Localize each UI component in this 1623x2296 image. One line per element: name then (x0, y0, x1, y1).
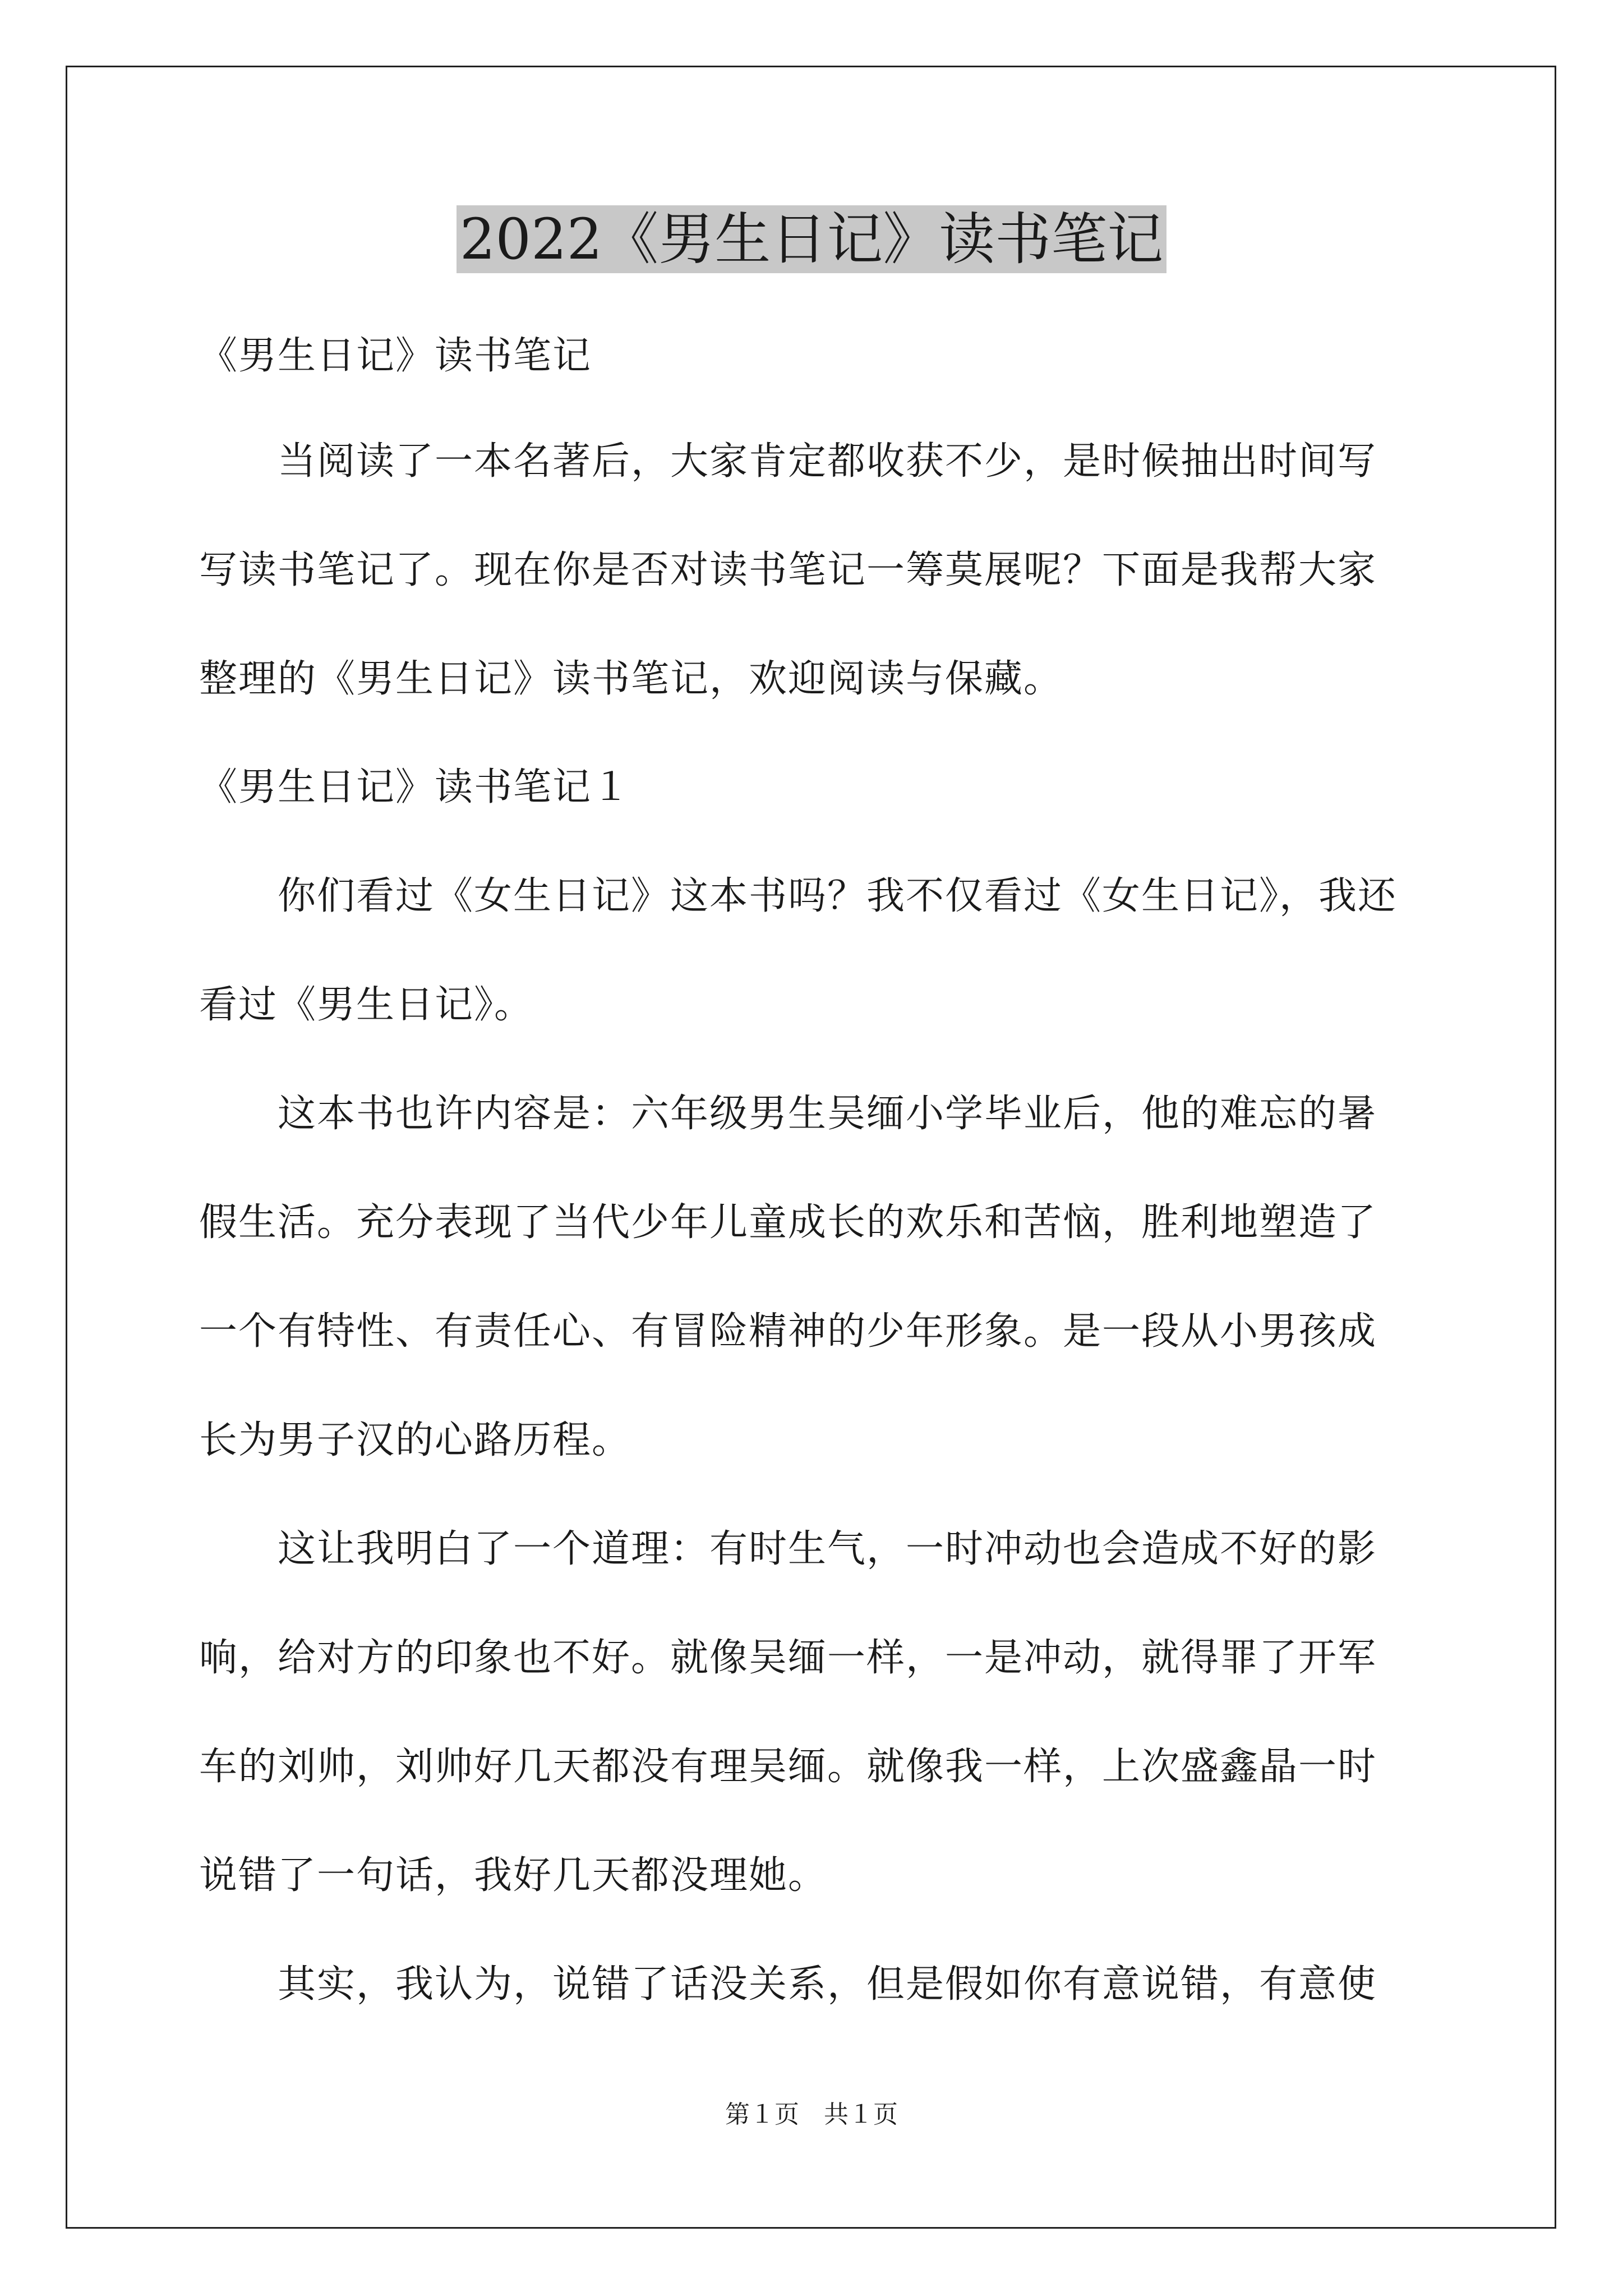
paragraph-line: 其实，我认为，说错了话没关系，但是假如你有意说错，有意使 (199, 1962, 1377, 2007)
paragraph-line: 一个有特性、有责任心、有冒险精神的少年形象。是一段从小男孩成 (199, 1309, 1377, 1354)
paragraph-line: 说错了一句话，我好几天都没理她。 (199, 1853, 828, 1898)
paragraph-line: 你们看过《女生日记》这本书吗？我不仅看过《女生日记》，我还 (199, 874, 1398, 918)
paragraph-line: 这让我明白了一个道理：有时生气，一时冲动也会造成不好的影 (199, 1527, 1377, 1571)
paragraph-line: 车的刘帅，刘帅好几天都没有理吴缅。就像我一样，上次盛鑫晶一时 (199, 1745, 1377, 1789)
section-heading: 《男生日记》读书笔记１ (199, 765, 631, 809)
paragraph-line: 整理的《男生日记》读书笔记，欢迎阅读与保藏。 (199, 657, 1063, 701)
paragraph-line: 写读书笔记了。现在你是否对读书笔记一筹莫展呢？下面是我帮大家 (199, 548, 1377, 592)
document-body (199, 328, 1422, 2013)
document-title (0, 203, 1623, 276)
paragraph-line: 看过《男生日记》。 (199, 983, 534, 1027)
section-heading: 《男生日记》读书笔记 (199, 334, 592, 378)
paragraph-line: 假生活。充分表现了当代少年儿童成长的欢乐和苦恼，胜利地塑造了 (199, 1200, 1377, 1245)
paragraph-line: 长为男子汉的心路历程。 (199, 1418, 631, 1462)
page-footer: 第１页 共１页 (725, 2100, 898, 2129)
paragraph-line: 当阅读了一本名著后，大家肯定都收获不少，是时候抽出时间写 (199, 439, 1377, 484)
document-title-text: 2022《男生日记》读书笔记 (457, 205, 1167, 273)
paragraph-line: 这本书也许内容是：六年级男生吴缅小学毕业后，他的难忘的暑 (199, 1092, 1377, 1136)
paragraph-line: 响，给对方的印象也不好。就像吴缅一样，一是冲动，就得罪了开军 (199, 1636, 1377, 1680)
